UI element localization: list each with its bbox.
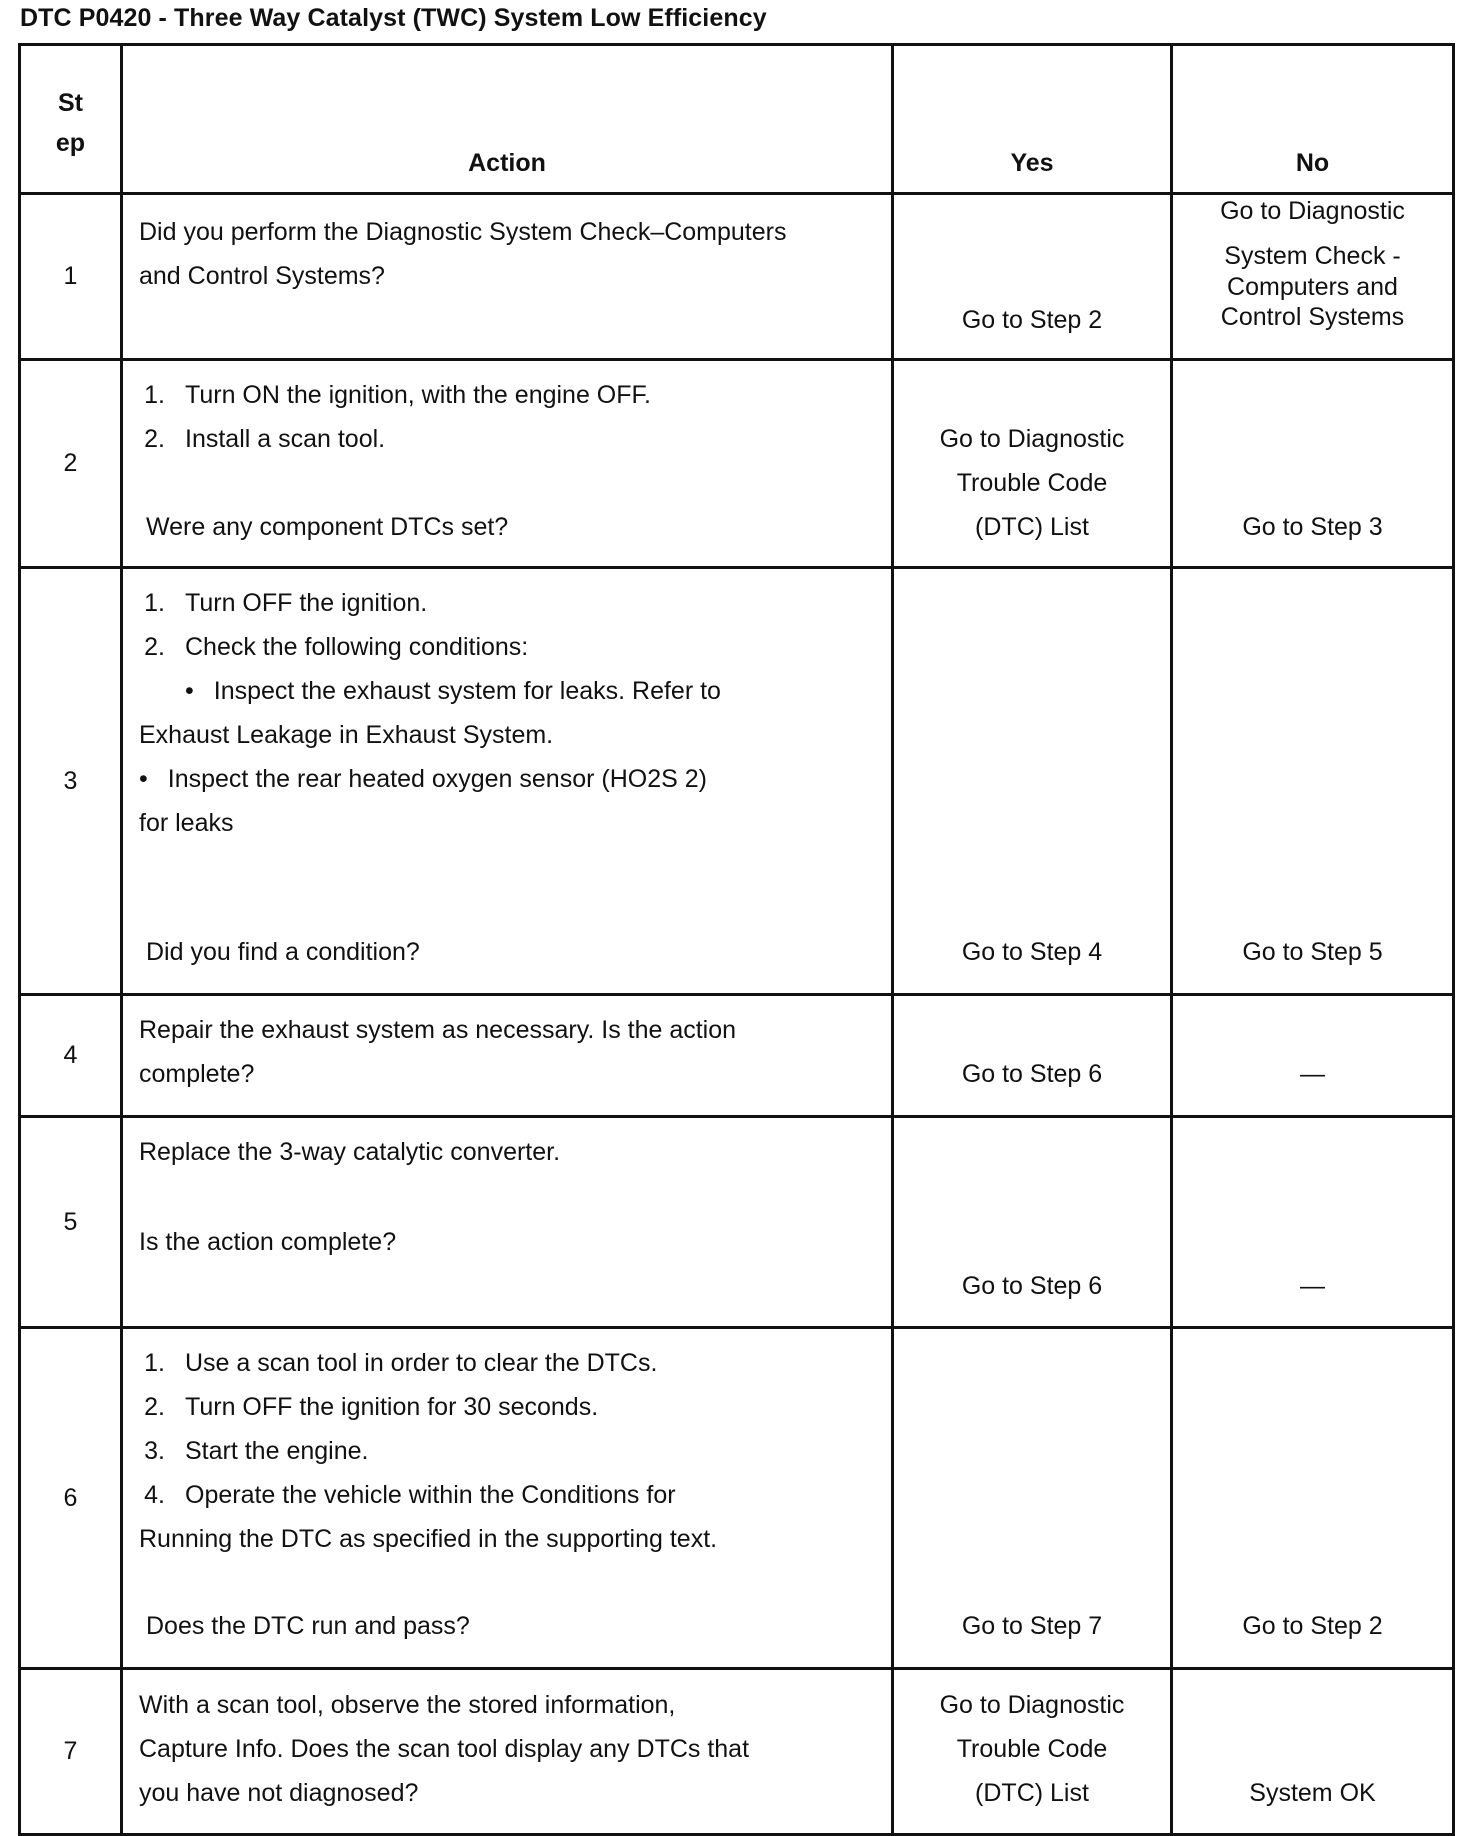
- bullet-icon: •: [139, 765, 148, 793]
- action-line: 2. Install a scan tool.: [139, 425, 385, 454]
- header-step-line-2: ep: [55, 129, 86, 157]
- action-question: Does the DTC run and pass?: [146, 1612, 470, 1640]
- table-row: [20, 1117, 1454, 1328]
- no-cell: [1172, 1328, 1454, 1669]
- yes-target: Go to Step 6: [961, 1060, 1103, 1088]
- step-number: 1: [20, 194, 122, 360]
- bullet-line: • Inspect the exhaust system for leaks. Refer to: [185, 677, 721, 705]
- bullet-line: for leaks: [139, 809, 234, 837]
- yes-target: Go to Step 7: [961, 1612, 1103, 1640]
- no-cell: [1172, 360, 1454, 568]
- action-cell: [122, 568, 893, 995]
- no-target: Go to Step 3: [1242, 513, 1383, 541]
- yes-target: Go to Step 2: [961, 306, 1103, 334]
- yes-cell: [893, 995, 1172, 1117]
- list-number: 2.: [144, 1393, 165, 1421]
- yes-cell: [893, 1669, 1172, 1835]
- no-target: —: [1300, 1060, 1325, 1088]
- action-line: complete?: [139, 1060, 255, 1088]
- list-number: 1.: [144, 381, 165, 409]
- table-row: [20, 568, 1454, 995]
- action-cell: [122, 995, 893, 1117]
- no-cell: [1172, 1117, 1454, 1328]
- yes-target: Go to Step 6: [961, 1272, 1103, 1300]
- list-number: 3.: [144, 1437, 165, 1465]
- header-step-line-1: St: [58, 89, 83, 117]
- action-line: 1. Use a scan tool in order to clear the DTCs.: [139, 1349, 657, 1378]
- action-line: Repair the exhaust system as necessary. Is the action: [139, 1016, 737, 1044]
- action-question: Were any component DTCs set?: [146, 513, 509, 541]
- no-cell: [1172, 995, 1454, 1117]
- step-number: 7: [20, 1669, 122, 1835]
- step-number: 4: [20, 995, 122, 1117]
- no-target-line: Control Systems: [1220, 303, 1405, 331]
- yes-cell: [893, 194, 1172, 360]
- action-line: Replace the 3-way catalytic converter.: [139, 1138, 561, 1166]
- step-number: 6: [20, 1328, 122, 1669]
- yes-cell: [893, 360, 1172, 568]
- yes-cell: [893, 1328, 1172, 1669]
- table-row: [20, 995, 1454, 1117]
- action-line: 3. Start the engine.: [139, 1437, 368, 1466]
- action-line: 2. Turn OFF the ignition for 30 seconds.: [139, 1393, 598, 1422]
- no-target: System OK: [1249, 1779, 1376, 1807]
- yes-target-line: (DTC) List: [975, 1779, 1089, 1807]
- action-cell: [122, 1117, 893, 1328]
- action-line: and Control Systems?: [139, 262, 385, 290]
- diagnostic-table: [18, 43, 1455, 1836]
- bullet-line: • Inspect the rear heated oxygen sensor (HO2S 2): [139, 765, 707, 793]
- action-line: Did you perform the Diagnostic System Check–Computers: [139, 218, 787, 246]
- action-line: 1. Turn ON the ignition, with the engine OFF.: [139, 381, 651, 410]
- step-number: 3: [20, 568, 122, 995]
- action-cell: [122, 194, 893, 360]
- action-line: 1. Turn OFF the ignition.: [139, 589, 427, 618]
- yes-target-line: Trouble Code: [956, 469, 1108, 497]
- table-row: [20, 1669, 1454, 1835]
- list-number: 1.: [144, 1349, 165, 1377]
- yes-target-line: Trouble Code: [956, 1735, 1108, 1763]
- no-target-line: System Check -: [1224, 242, 1401, 270]
- list-number: 2.: [144, 425, 165, 453]
- table-row: [20, 360, 1454, 568]
- page-title: DTC P0420 - Three Way Catalyst (TWC) System Low Efficiency: [20, 4, 767, 32]
- bullet-line: Exhaust Leakage in Exhaust System.: [139, 721, 554, 749]
- list-number: 1.: [144, 589, 165, 617]
- no-cell: [1172, 1669, 1454, 1835]
- action-cell: [122, 360, 893, 568]
- action-line: With a scan tool, observe the stored information,: [139, 1691, 676, 1719]
- yes-cell: [893, 568, 1172, 995]
- action-line: 2. Check the following conditions:: [139, 633, 528, 662]
- list-number: 2.: [144, 633, 165, 661]
- action-cell: [122, 1328, 893, 1669]
- action-line: Is the action complete?: [139, 1228, 397, 1256]
- list-number: 4.: [144, 1481, 165, 1509]
- no-cell: [1172, 568, 1454, 995]
- table-row: [20, 194, 1454, 360]
- no-target: —: [1300, 1272, 1325, 1300]
- no-target-line: Go to Diagnostic: [1220, 197, 1405, 225]
- header-step: [20, 45, 122, 194]
- header-no: No: [1172, 45, 1454, 194]
- no-target: Go to Step 2: [1242, 1612, 1383, 1640]
- header-action: Action: [122, 45, 893, 194]
- action-cell: [122, 1669, 893, 1835]
- bullet-icon: •: [185, 677, 194, 705]
- action-line: Capture Info. Does the scan tool display any DTCs that: [139, 1735, 750, 1763]
- table-header-row: [20, 45, 1454, 194]
- action-line: Running the DTC as specified in the supporting text.: [139, 1525, 718, 1553]
- yes-target-line: (DTC) List: [975, 513, 1089, 541]
- yes-target-line: Go to Diagnostic: [939, 1691, 1125, 1719]
- action-line: you have not diagnosed?: [139, 1779, 419, 1807]
- no-cell: [1172, 194, 1454, 360]
- table-row: [20, 1328, 1454, 1669]
- yes-target: Go to Step 4: [961, 938, 1103, 966]
- yes-cell: [893, 1117, 1172, 1328]
- action-question: Did you find a condition?: [146, 938, 420, 966]
- step-number: 5: [20, 1117, 122, 1328]
- header-yes: Yes: [893, 45, 1172, 194]
- step-number: 2: [20, 360, 122, 568]
- yes-target-line: Go to Diagnostic: [939, 425, 1125, 453]
- action-line: 4. Operate the vehicle within the Conditions for: [139, 1481, 676, 1510]
- no-target: Go to Step 5: [1242, 938, 1383, 966]
- no-target-line: Computers and: [1227, 273, 1398, 301]
